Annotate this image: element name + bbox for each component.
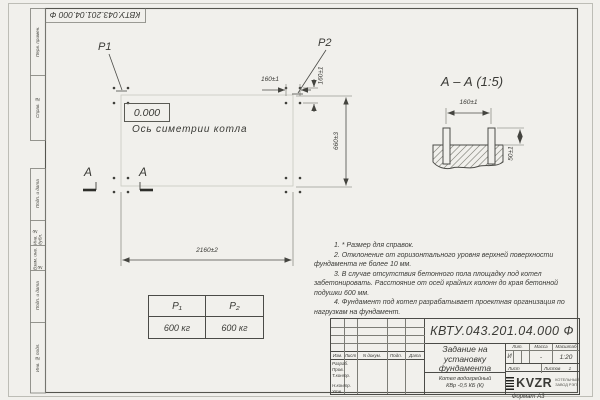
anchor-stud-left xyxy=(443,128,450,164)
note-4: 4. Фундамент под котел разрабатывает проектная организация по нагрузкам на фундамент. xyxy=(314,299,565,316)
plan-view-lines xyxy=(83,50,352,266)
col-header-podp: Подп. xyxy=(390,352,402,358)
notes-block xyxy=(314,241,572,317)
dim-stud-height: 50±1 xyxy=(507,146,515,161)
kvzr-spring-icon xyxy=(506,377,514,390)
load-table-header-p1: P₁ xyxy=(149,296,206,317)
doc-number-rotated: КВТУ.043.201.04.000 Ф xyxy=(49,10,141,20)
title-block-left-grid xyxy=(331,319,425,394)
row-label-razrab: Разраб. xyxy=(332,360,349,366)
elevation-mark: 0.000 xyxy=(124,103,170,122)
title-block-doc-number: КВТУ.043.201.04.000 Ф xyxy=(425,319,579,344)
dim-plan-width: 2160±2 xyxy=(196,247,218,254)
frame-label-vzam-inv: Взам. инв. № xyxy=(32,247,43,270)
note-1: 1. * Размер для справок. xyxy=(334,242,414,249)
load-table-value-p2: 600 кг xyxy=(221,322,248,333)
col-header-list: Лист xyxy=(344,352,357,358)
company-subtitle: КОТЕЛЬНЫЙ ЗАВОД РЭП xyxy=(555,378,579,387)
col-header-doc: N докум. xyxy=(362,352,382,358)
point-label-p2: P2 xyxy=(318,37,332,49)
row-label-prov: Пров. xyxy=(332,366,344,372)
note-2: 2. Отклонение от горизонтального уровня верхней поверхности фундамента не более 10 мм. xyxy=(314,251,554,268)
frame-label-podp-data-2: Подп. и дата xyxy=(35,281,40,311)
row-label-tkontr: Т.контр. xyxy=(332,372,351,378)
row-label-nkontr: Н.контр. xyxy=(332,382,352,388)
point-label-p1: P1 xyxy=(98,41,112,53)
sheets-value: 1 xyxy=(568,366,572,371)
company-cell xyxy=(506,372,579,394)
frame-label-perv-primen: Перв. примен. xyxy=(35,26,40,57)
section-letter-right: А xyxy=(139,165,148,179)
row-label-utv: Утв. xyxy=(332,388,343,394)
anchor-stud-right xyxy=(488,128,495,164)
col-header-izm: Изм. xyxy=(332,352,343,358)
note-3: 3. В случае отсутствия бетонного пола площадку под котел забетонировать. Расстояние от осей крайних колонн до края бетонной подушки 600 мм. xyxy=(314,270,559,297)
section-view-title: А – А (1:5) xyxy=(440,74,504,89)
dim-bolt-vertical: 160±1 xyxy=(317,66,325,85)
title-block-sheet-row xyxy=(506,363,579,372)
lit-value: И xyxy=(506,351,514,363)
scale-header: Масштаб xyxy=(553,344,579,351)
dim-bolt-horizontal: 160±1 xyxy=(260,76,280,83)
sheet-label: Лист xyxy=(506,364,542,373)
section-letter-left: А xyxy=(84,165,93,179)
load-table-value-p1: 600 кг xyxy=(149,317,206,338)
dim-section-spacing: 160±1 xyxy=(459,99,478,106)
mass-header: Масса xyxy=(530,344,553,351)
company-logo-text: KVZR xyxy=(516,376,553,390)
col-header-data: Дата xyxy=(409,352,421,358)
load-table-header-p2: P₂ xyxy=(206,296,263,317)
scale-value: 1:20 xyxy=(559,353,573,361)
load-table xyxy=(148,295,264,339)
lit-header: Лит. xyxy=(506,344,530,351)
frame-label-inv-dubl: Инв. № дубл. xyxy=(32,229,43,245)
format-label: Формат А3 xyxy=(511,393,545,400)
frame-label-inv-podl: Инв. № подл. xyxy=(35,343,40,372)
dim-plan-height: 660±3 xyxy=(333,131,340,151)
mass-value: - xyxy=(530,351,553,363)
sheets-label: Листов xyxy=(544,366,561,371)
title-block xyxy=(330,318,580,395)
title-block-lit-mass-scale xyxy=(506,344,579,363)
frame-label-sprav-n: Справ. № xyxy=(35,97,40,118)
title-block-name: Задание на установку фундамента xyxy=(425,344,506,373)
title-block-product: Котел водогрейный КВр -0,5 КБ (К) xyxy=(425,373,506,394)
frame-label-podp-data-1: Подп. и дата xyxy=(35,179,40,209)
axis-of-symmetry-label: Ось симетрии котла xyxy=(132,124,248,135)
